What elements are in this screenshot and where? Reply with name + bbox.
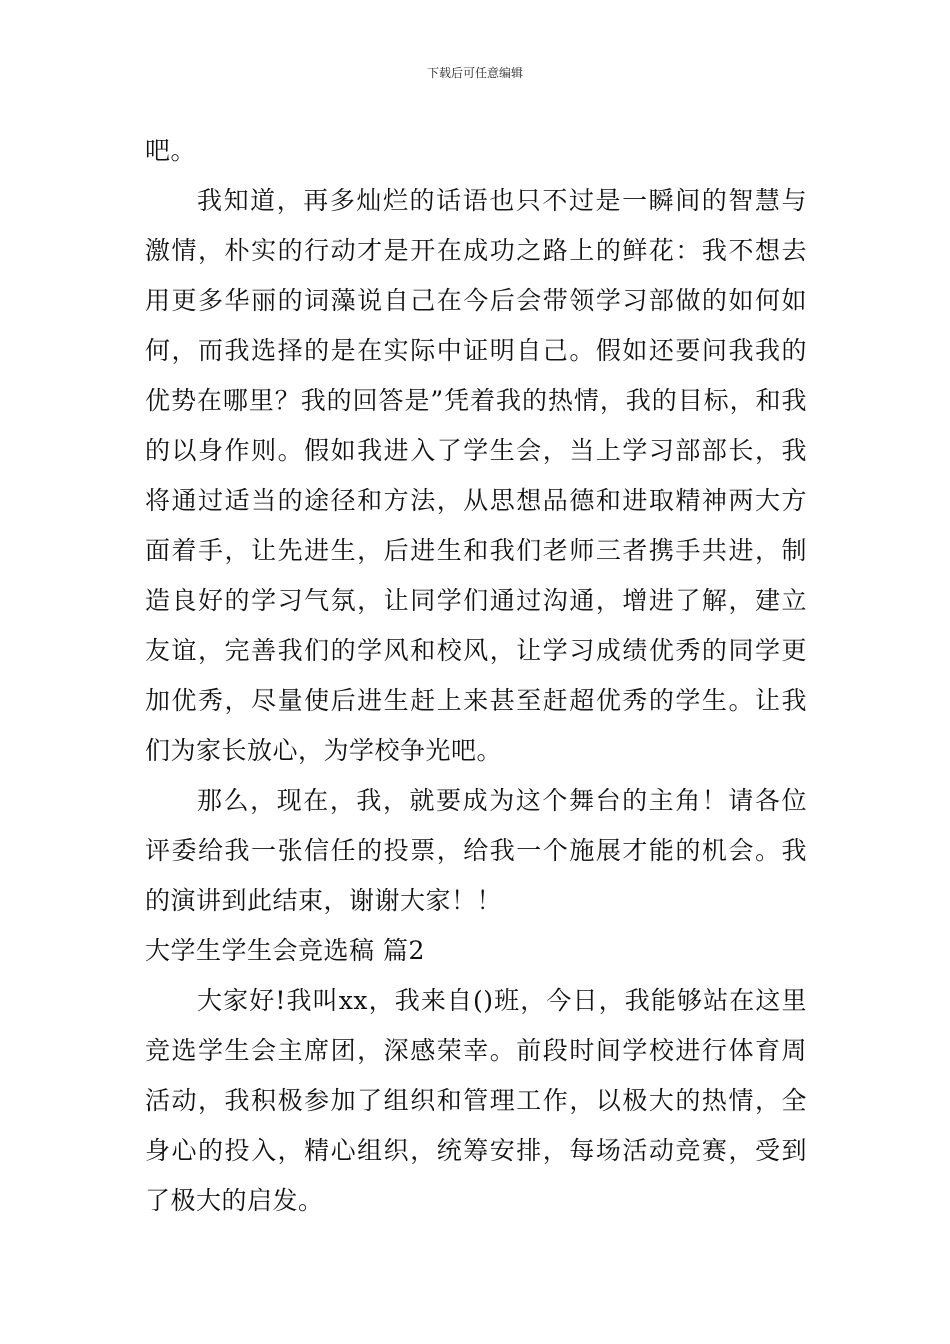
paragraph: 我知道，再多灿烂的话语也只不过是一瞬间的智慧与激情，朴实的行动才是开在成功之路上的鲜花：我不想去用更多华丽的词藻说自己在今后会带领学习部做的如何如何，而我选择的是在实际中证明自己。假如还要问我我的优势在哪里？我的回答是”凭着我的热情，我的目标，和我的以身作则。假如我进入了学生会，当上学习部部长，我将通过适当的途径和方法，从思想品德和进取精神两大方面着手，让先进生，后进生和我们老师三者携手共进，制造良好的学习气氛，让同学们通过沟通，增进了解，建立友谊，完善我们的学风和校风，让学习成绩优秀的同学更加优秀，尽量使后进生赶上来甚至赶超优秀的学生。让我们为家长放心，为学校争光吧。 [145, 186, 807, 765]
paragraph-continuation: 吧。 [145, 136, 197, 165]
paragraph: 那么，现在，我，就要成为这个舞台的主角！请各位评委给我一张信任的投票，给我一个施展才能的机会。我的演讲到此结束，谢谢大家！！ [145, 786, 807, 915]
document-body [145, 126, 807, 1226]
section-heading: 大学生学生会竞选稿 篇2 [145, 936, 425, 965]
page-header-note: 下载后可任意编辑 [426, 66, 523, 80]
paragraph: 大家好!我叫xx，我来自()班，今日，我能够站在这里竞选学生会主席团，深感荣幸。前段时间学校进行体育周活动，我积极参加了组织和管理工作，以极大的热情，全身心的投入，精心组织，统筹安排，每场活动竞赛，受到了极大的启发。 [145, 986, 807, 1215]
